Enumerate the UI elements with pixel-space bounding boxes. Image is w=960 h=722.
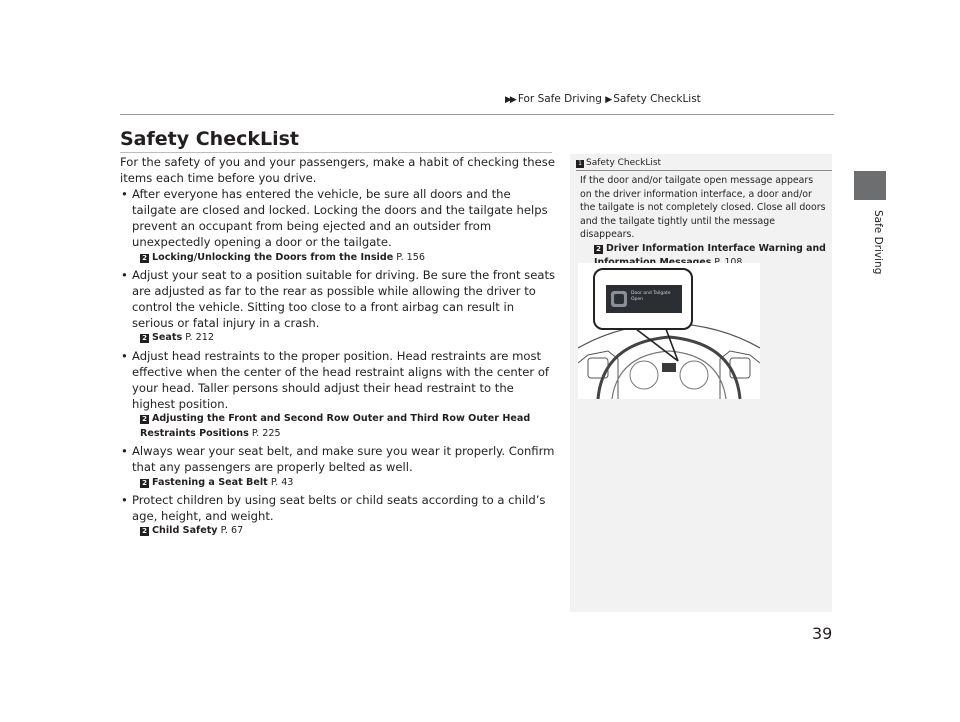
title-divider	[120, 152, 552, 153]
list-item	[120, 492, 556, 539]
list-item	[120, 443, 556, 490]
reference-page[interactable]: P. 43	[270, 476, 294, 488]
reference-page[interactable]: P. 67	[220, 525, 244, 537]
bullet-icon: •	[121, 444, 128, 459]
cross-reference[interactable]	[132, 331, 556, 346]
reference-title[interactable]: Fastening a Seat Belt	[152, 476, 268, 488]
section-tab	[854, 171, 886, 200]
bullet-icon: •	[121, 493, 128, 507]
breadcrumb-item: For Safe Driving	[517, 93, 602, 105]
bullet-icon: •	[121, 348, 128, 363]
reference-page[interactable]: P. 225	[251, 427, 281, 439]
cross-reference[interactable]	[132, 524, 556, 539]
reference-page[interactable]: P. 212	[185, 332, 214, 344]
reference-arrow-icon: 2	[140, 254, 149, 263]
intro-paragraph: For the safety of you and your passengers, make a habit of checking these items each time before you drive.	[120, 155, 555, 186]
reference-title[interactable]: Driver Information Interface Warning and	[606, 242, 826, 254]
breadcrumb-arrow-icon: ▶	[605, 95, 611, 105]
cross-reference[interactable]	[132, 476, 556, 491]
section-tab-label: Safe Driving	[872, 210, 884, 275]
list-item-text: Protect children by using seat belts or child seats according to a child’s age, height, and weight.	[132, 493, 546, 524]
bullet-icon: •	[121, 187, 128, 202]
note-marker-icon: 1	[576, 160, 584, 168]
checklist	[120, 186, 556, 539]
page-number: 39	[812, 624, 833, 643]
list-item-text: Adjust head restraints to the proper position. Head restraints are most effective when the center of the head restraint aligns with the center of your head. Taller persons should adjust their head restraint to the highest position.	[132, 348, 550, 412]
sidebar-heading	[576, 158, 661, 168]
reference-title[interactable]: Adjusting the Front and Second Row Outer and Third Row Outer Head Restraints Positions	[140, 413, 531, 439]
reference-title[interactable]: Locking/Unlocking the Doors from the Inside	[152, 251, 394, 263]
sidebar-body	[580, 174, 826, 269]
dashboard-figure-svg	[578, 263, 760, 399]
list-item-text: Adjust your seat to a position suitable for driving. Be sure the front seats are adjusted as far to the rear as possible while allowing the driver to control the vehicle. Sitting too close to a front airbag can result in serious or fatal injury in a crash.	[132, 268, 556, 331]
reference-arrow-icon: 2	[140, 479, 149, 488]
dashboard-illustration	[578, 263, 760, 399]
reference-title[interactable]: Seats	[152, 332, 183, 344]
header-divider	[120, 114, 834, 115]
breadcrumb	[505, 93, 845, 105]
breadcrumb-arrow-icon: ▶▶	[505, 95, 515, 105]
sidebar-heading-text: Safety CheckList	[586, 158, 662, 168]
reference-arrow-icon: 2	[140, 334, 149, 343]
list-item	[120, 186, 556, 265]
breadcrumb-item: Safety CheckList	[613, 93, 701, 105]
main-content	[120, 154, 556, 541]
reference-arrow-icon: 2	[140, 527, 149, 536]
list-item	[120, 348, 556, 441]
reference-page[interactable]: P. 156	[396, 251, 425, 263]
cross-reference[interactable]	[132, 251, 556, 266]
reference-arrow-icon: 2	[140, 415, 149, 424]
list-item	[120, 267, 556, 346]
reference-arrow-icon: 2	[594, 245, 603, 254]
list-item-text: After everyone has entered the vehicle, be sure all doors and the tailgate are closed and locked. Locking the doors and the tailgate helps prevent an occupant from being ejected and an outsider from unexpectedly opening a door or the tailgate.	[132, 187, 548, 250]
reference-title[interactable]: Child Safety	[152, 525, 218, 537]
page-title: Safety CheckList	[120, 128, 300, 150]
bullet-icon: •	[121, 268, 128, 283]
sidebar-paragraph: If the door and/or tailgate open message appears on the driver information interface, a door and/or the tailgate is not completely closed. Close all doors and the tailgate tightly until the message disappears.	[580, 175, 826, 241]
figure-display-message: Door and Tailgate Open	[631, 291, 671, 302]
sidebar-divider	[576, 170, 832, 171]
cross-reference[interactable]	[132, 412, 556, 441]
list-item-text: Always wear your seat belt, and make sure you wear it properly. Confirm that any passengers are properly belted as well.	[132, 444, 555, 475]
